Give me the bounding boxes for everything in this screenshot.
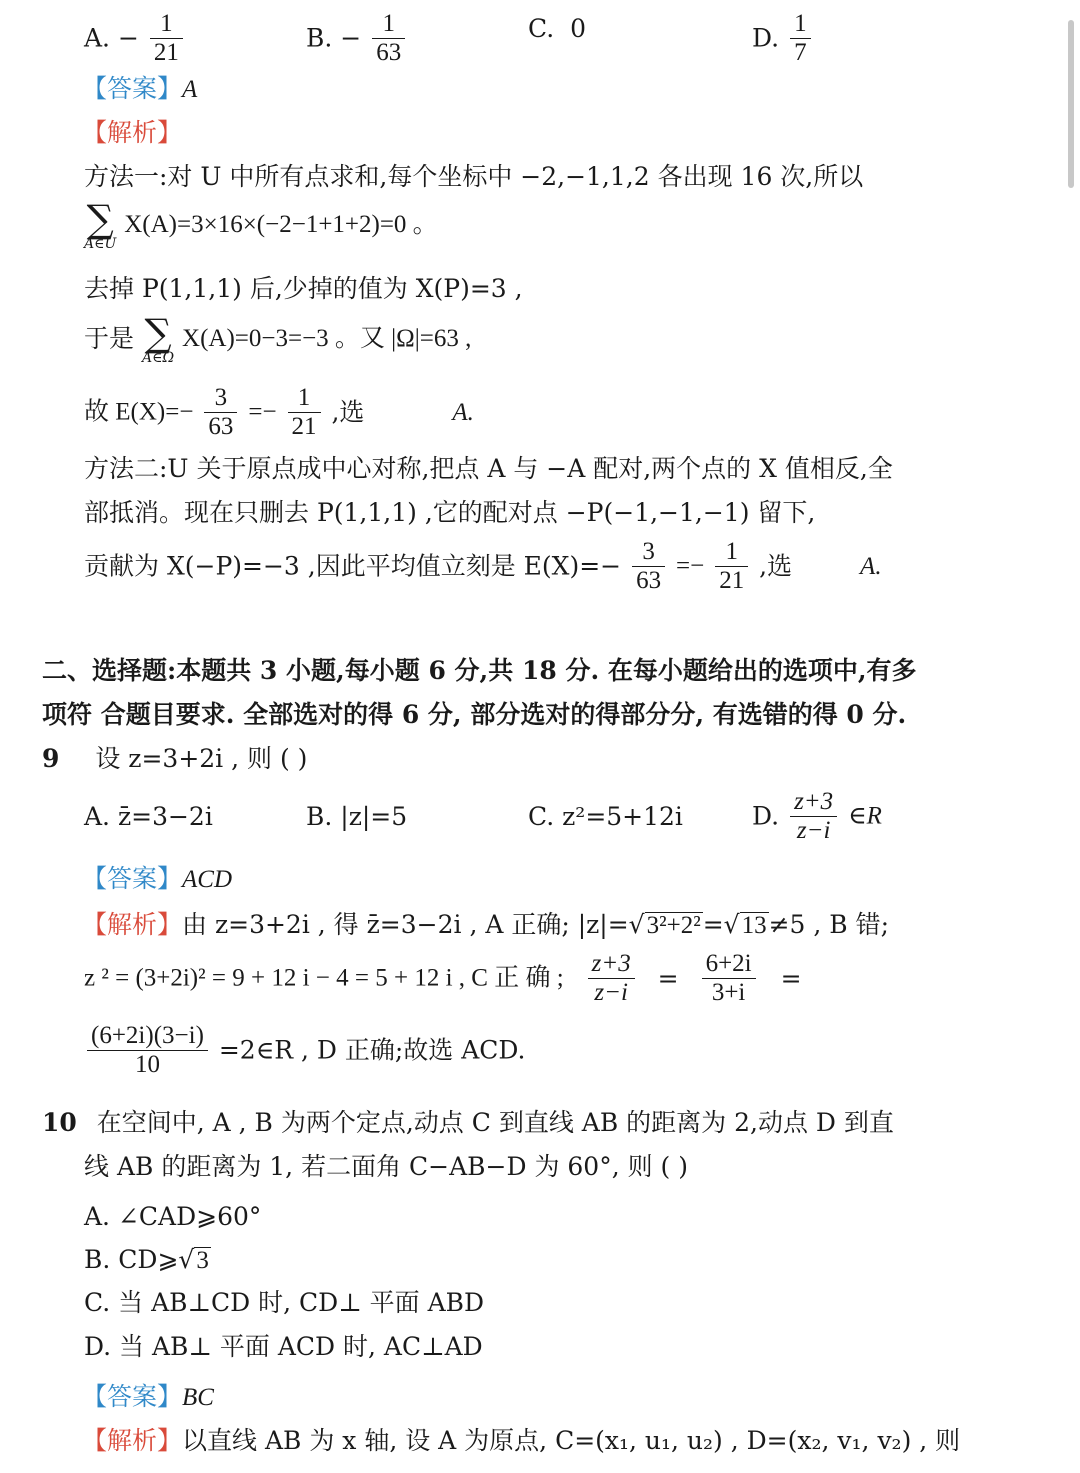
sqrt-radicand: 3²+2² [646,912,701,939]
q9-option-b: B. |z|=5 [306,802,408,831]
denominator: z−i [796,817,831,844]
q8-so-line [84,311,472,378]
q8-option-a: A. − $\frac{1}{21}$ [84,10,186,66]
q8-answer-line [82,72,197,107]
choose-suffix: ,选 [331,397,365,427]
analysis-text: ≠5 , B 错; [768,910,890,939]
analysis-tag: 【解析】 [82,118,183,147]
q10-answer-line [82,1380,214,1415]
analysis-text: z ² = (3+2i)² = 9 + 12 i − 4 = 5 + 12 i , C 正 确 ; [84,964,564,992]
fraction [702,950,756,1007]
numerator: z+3 [588,950,635,979]
question-number: 9 [42,744,60,773]
so-prefix: 于是 [84,324,135,353]
fraction [372,10,405,67]
denominator: 63 [376,39,402,66]
denominator: 21 [153,39,179,66]
question-stem: 设 z=3+2i , 则 ( ) [95,744,308,773]
fraction [790,10,811,67]
answer-tag: 【答案】 [82,1382,183,1411]
answer-tag: 【答案】 [82,74,183,103]
numerator: (6+2i)(3−i) [87,1022,208,1051]
q9-option-c: C. z²=5+12i [528,802,683,831]
numerator: 3 [204,384,237,413]
numerator: 1 [715,538,748,567]
section2-heading-line2: 项符 合题目要求. 全部选对的得 6 分, 部分选对的得部分分, 有选错的得 0 分. [42,700,907,729]
summation-symbol: ∑ A∈U [84,197,117,252]
scrollbar-thumb[interactable] [1068,20,1074,188]
sqrt-radicand: 3 [196,1247,209,1274]
denominator: 21 [291,413,317,440]
fraction [150,10,183,67]
question-number: 10 [42,1108,77,1137]
hence-prefix: 故 E(X)=− [84,398,194,426]
q8-method2-line1: 方法二:U 关于原点成中心对称,把点 A 与 −A 配对,两个点的 X 值相反,全 [84,454,893,483]
q8-option-b: B. − $\frac{1}{63}$ [306,10,408,66]
q8-remove-line: 去掉 P(1,1,1) 后,少掉的值为 X(P)=3 , [84,274,523,303]
numerator: 6+2i [702,950,756,979]
analysis-tag: 【解析】 [82,1426,183,1455]
q10-option-a: A. ∠CAD⩾60° [84,1202,262,1231]
answer-tag: 【答案】 [82,864,183,893]
option-letter: D. [752,23,780,53]
equals-minus: =− [676,552,705,580]
sqrt-radicand: 13 [741,912,767,939]
fraction [790,788,837,845]
fraction [715,538,748,595]
answer-value: ACD [182,866,233,893]
equals-sign: = [657,963,679,993]
q8-hence-line [84,384,474,446]
question-stem: 在空间中, A , B 为两个定点,动点 C 到直线 AB 的距离为 2,动点 D 到直 [96,1108,894,1137]
option-letter: B. [306,23,333,53]
numerator: 1 [790,10,811,39]
q8-option-c [528,12,586,46]
choose-answer: A. [860,552,882,580]
numerator: z+3 [790,788,837,817]
q8-analysis-tag-line [82,116,182,150]
denominator: 7 [794,39,807,66]
method2-prefix: 贡献为 X(−P)=−3 ,因此平均值立刻是 E(X)=− [84,551,622,581]
option-text: B. CD⩾ [84,1245,179,1274]
q8-sum-line [84,197,438,264]
section2-heading-line1: 二、选择题:本题共 3 小题,每小题 6 分,共 18 分. 在每小题给出的选项中,有多 [42,656,917,685]
numerator: 1 [372,10,405,39]
q9-analysis-line3 [84,1022,526,1084]
summation-index: A∈U [84,236,117,252]
q8-method2-line2: 部抵消。现在只删去 P(1,1,1) ,它的配对点 −P(−1,−1,−1) 留下, [84,498,816,527]
denominator: 3+i [711,979,746,1006]
choose-suffix: ,选 [759,551,793,581]
q9-option-d [752,788,882,850]
q10-stem-line1 [42,1106,894,1140]
fraction [87,1022,208,1079]
equals-minus: =− [248,398,277,426]
answer-value: A [182,76,198,103]
option-letter: C. [528,14,555,43]
q9-stem-line [42,742,307,776]
q10-option-b: B. CD⩾√3 [84,1245,209,1274]
q9-answer-line [82,862,232,897]
q8-method2-line3 [84,538,882,600]
q10-analysis-line1 [82,1424,960,1458]
denominator: 63 [208,413,234,440]
option-letter: A. [84,23,111,53]
numerator: 1 [150,10,183,39]
option-letter: D. [752,801,780,831]
so-expression: X(A)=0−3=−3 。又 |Ω|=63 , [182,325,472,352]
analysis-text: 由 z=3+2i , 得 z̄=3−2i , A 正确; |z|= [182,910,629,939]
numerator: 3 [632,538,665,567]
q9-option-a: A. z̄=3−2i [84,802,213,831]
fraction [204,384,237,441]
q9-analysis-line2 [84,950,802,1012]
q10-stem-line2: 线 AB 的距离为 1, 若二面角 C−AB−D 为 60°, 则 ( ) [84,1152,689,1181]
q9-analysis-line1: 【解析】由 z=3+2i , 得 z̄=3−2i , A 正确; |z|=√3²+2²=√13≠5 , B 错; [82,910,890,939]
summation-symbol: ∑ A∈Ω [141,311,175,366]
choose-answer: A. [452,398,474,426]
fraction [288,384,321,441]
analysis-text: =2∈R , D 正确;故选 ACD. [218,1035,526,1065]
option-suffix: ∈R [848,802,882,830]
analysis-tag: 【解析】 [82,910,183,939]
denominator: 63 [636,567,662,594]
summation-index: A∈Ω [141,350,175,366]
option-value: 0 [570,14,586,43]
denominator: 21 [719,567,745,594]
analysis-text: 以直线 AB 为 x 轴, 设 A 为原点, C=(x₁, u₁, u₂) , D=(x₂, v₁, v₂) , 则 [182,1426,961,1455]
q8-method1-intro: 方法一:对 U 中所有点求和,每个坐标中 −2,−1,1,2 各出现 16 次,所以 [84,162,864,191]
denominator: z−i [594,979,628,1006]
q10-option-d: D. 当 AB⊥ 平面 ACD 时, AC⊥AD [84,1332,483,1361]
fraction [632,538,665,595]
denominator: 10 [134,1051,160,1078]
q10-option-c: C. 当 AB⊥CD 时, CD⊥ 平面 ABD [84,1288,485,1317]
sum-expression: X(A)=3×16×(−2−1+1+2)=0 。 [124,211,438,238]
fraction [588,950,635,1007]
answer-value: BC [182,1384,214,1411]
equals-sign: = [702,910,724,939]
equals-sign: = [780,963,802,993]
q8-option-d [752,10,814,66]
numerator: 1 [288,384,321,413]
